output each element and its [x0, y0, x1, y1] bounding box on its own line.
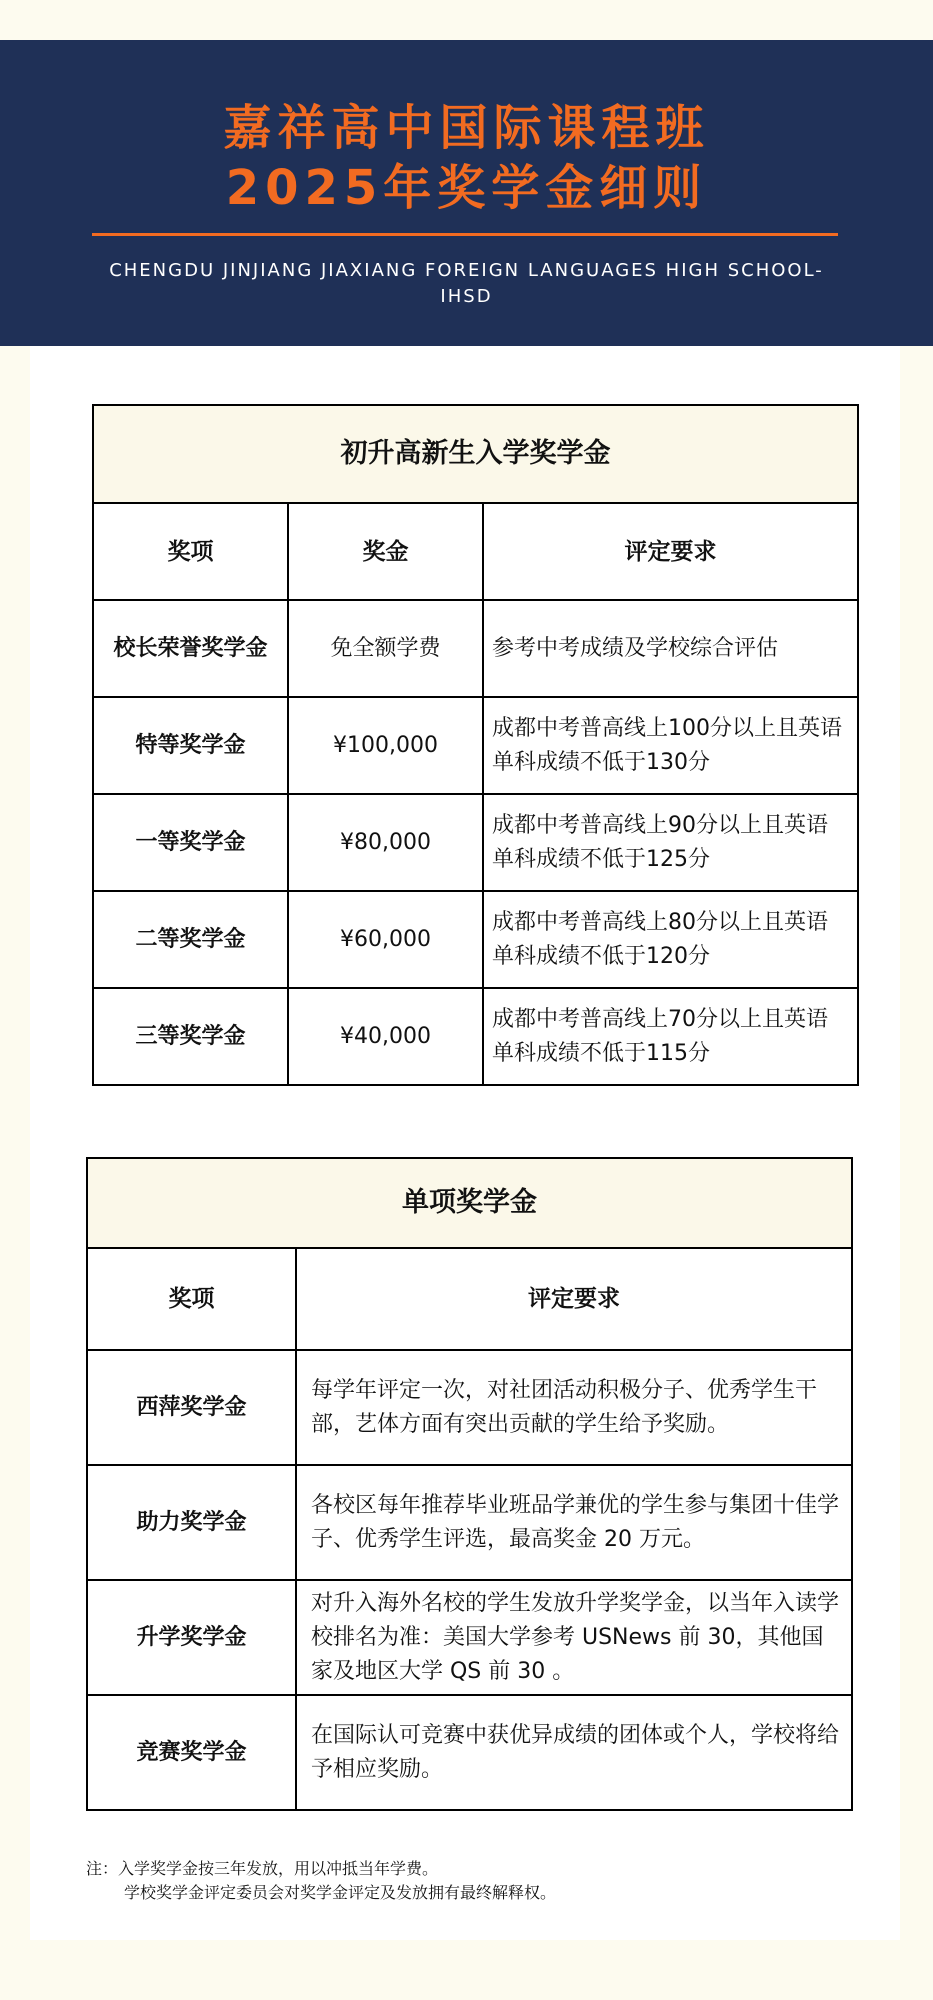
award-requirement: 各校区每年推荐毕业班品学兼优的学生参与集团十佳学子、优秀学生评选，最高奖金 20 万元。: [296, 1465, 852, 1580]
award-name: 竞赛奖学金: [87, 1695, 296, 1810]
column-header-requirement: 评定要求: [296, 1248, 852, 1350]
award-amount: 免全额学费: [288, 600, 483, 697]
school-name: CHENGDU JINJIANG JIAXIANG FOREIGN LANGUAGES HIGH SCHOOL-IHSD: [109, 260, 824, 307]
award-name: 三等奖学金: [93, 988, 288, 1085]
footnote-line: 学校奖学金评定委员会对奖学金评定及发放拥有最终解释权。: [124, 1883, 557, 1902]
table-row: [87, 1465, 852, 1580]
table-row: [87, 1580, 852, 1695]
table-row: [93, 600, 858, 697]
award-name: 升学奖学金: [87, 1580, 296, 1695]
award-requirement: 成都中考普高线上80分以上且英语单科成绩不低于120分: [483, 891, 858, 988]
award-requirement: 每学年评定一次，对社团活动积极分子、优秀学生干部，艺体方面有突出贡献的学生给予奖励。: [296, 1350, 852, 1465]
table-row: [87, 1350, 852, 1465]
table-caption: 单项奖学金: [87, 1158, 852, 1248]
award-requirement: 成都中考普高线上100分以上且英语单科成绩不低于130分: [483, 697, 858, 794]
column-header-amount: 奖金: [288, 503, 483, 600]
individual-scholarship-table: [86, 1157, 853, 1811]
column-header-award: 奖项: [87, 1248, 296, 1350]
page-subtitle-year: 2025年奖学金细则: [225, 160, 708, 216]
table-row: [87, 1695, 852, 1810]
page-title: 嘉祥高中国际课程班: [223, 100, 710, 156]
footnotes: [86, 1857, 846, 1905]
award-amount: ¥100,000: [288, 697, 483, 794]
award-name: 西萍奖学金: [87, 1350, 296, 1465]
award-name: 特等奖学金: [93, 697, 288, 794]
award-amount: ¥40,000: [288, 988, 483, 1085]
award-requirement: 成都中考普高线上70分以上且英语单科成绩不低于115分: [483, 988, 858, 1085]
title-divider: [92, 233, 838, 236]
award-name: 二等奖学金: [93, 891, 288, 988]
column-header-award: 奖项: [93, 503, 288, 600]
award-requirement: 参考中考成绩及学校综合评估: [483, 600, 858, 697]
award-amount: ¥60,000: [288, 891, 483, 988]
award-requirement: 在国际认可竞赛中获优异成绩的团体或个人，学校将给予相应奖励。: [296, 1695, 852, 1810]
header-banner: [0, 40, 933, 346]
table-caption: 初升高新生入学奖学金: [93, 405, 858, 503]
footnote-line: 注：入学奖学金按三年发放，用以冲抵当年学费。: [86, 1859, 439, 1878]
table-row: [93, 891, 858, 988]
award-amount: ¥80,000: [288, 794, 483, 891]
table-row: [93, 988, 858, 1085]
award-name: 助力奖学金: [87, 1465, 296, 1580]
award-requirement: 对升入海外名校的学生发放升学奖学金，以当年入读学校排名为准：美国大学参考 USNews 前 30，其他国家及地区大学 QS 前 30 。: [296, 1580, 852, 1695]
column-header-requirement: 评定要求: [483, 503, 858, 600]
award-name: 校长荣誉奖学金: [93, 600, 288, 697]
table-row: [93, 697, 858, 794]
award-name: 一等奖学金: [93, 794, 288, 891]
award-requirement: 成都中考普高线上90分以上且英语单科成绩不低于125分: [483, 794, 858, 891]
entrance-scholarship-table: [92, 404, 859, 1086]
table-row: [93, 794, 858, 891]
